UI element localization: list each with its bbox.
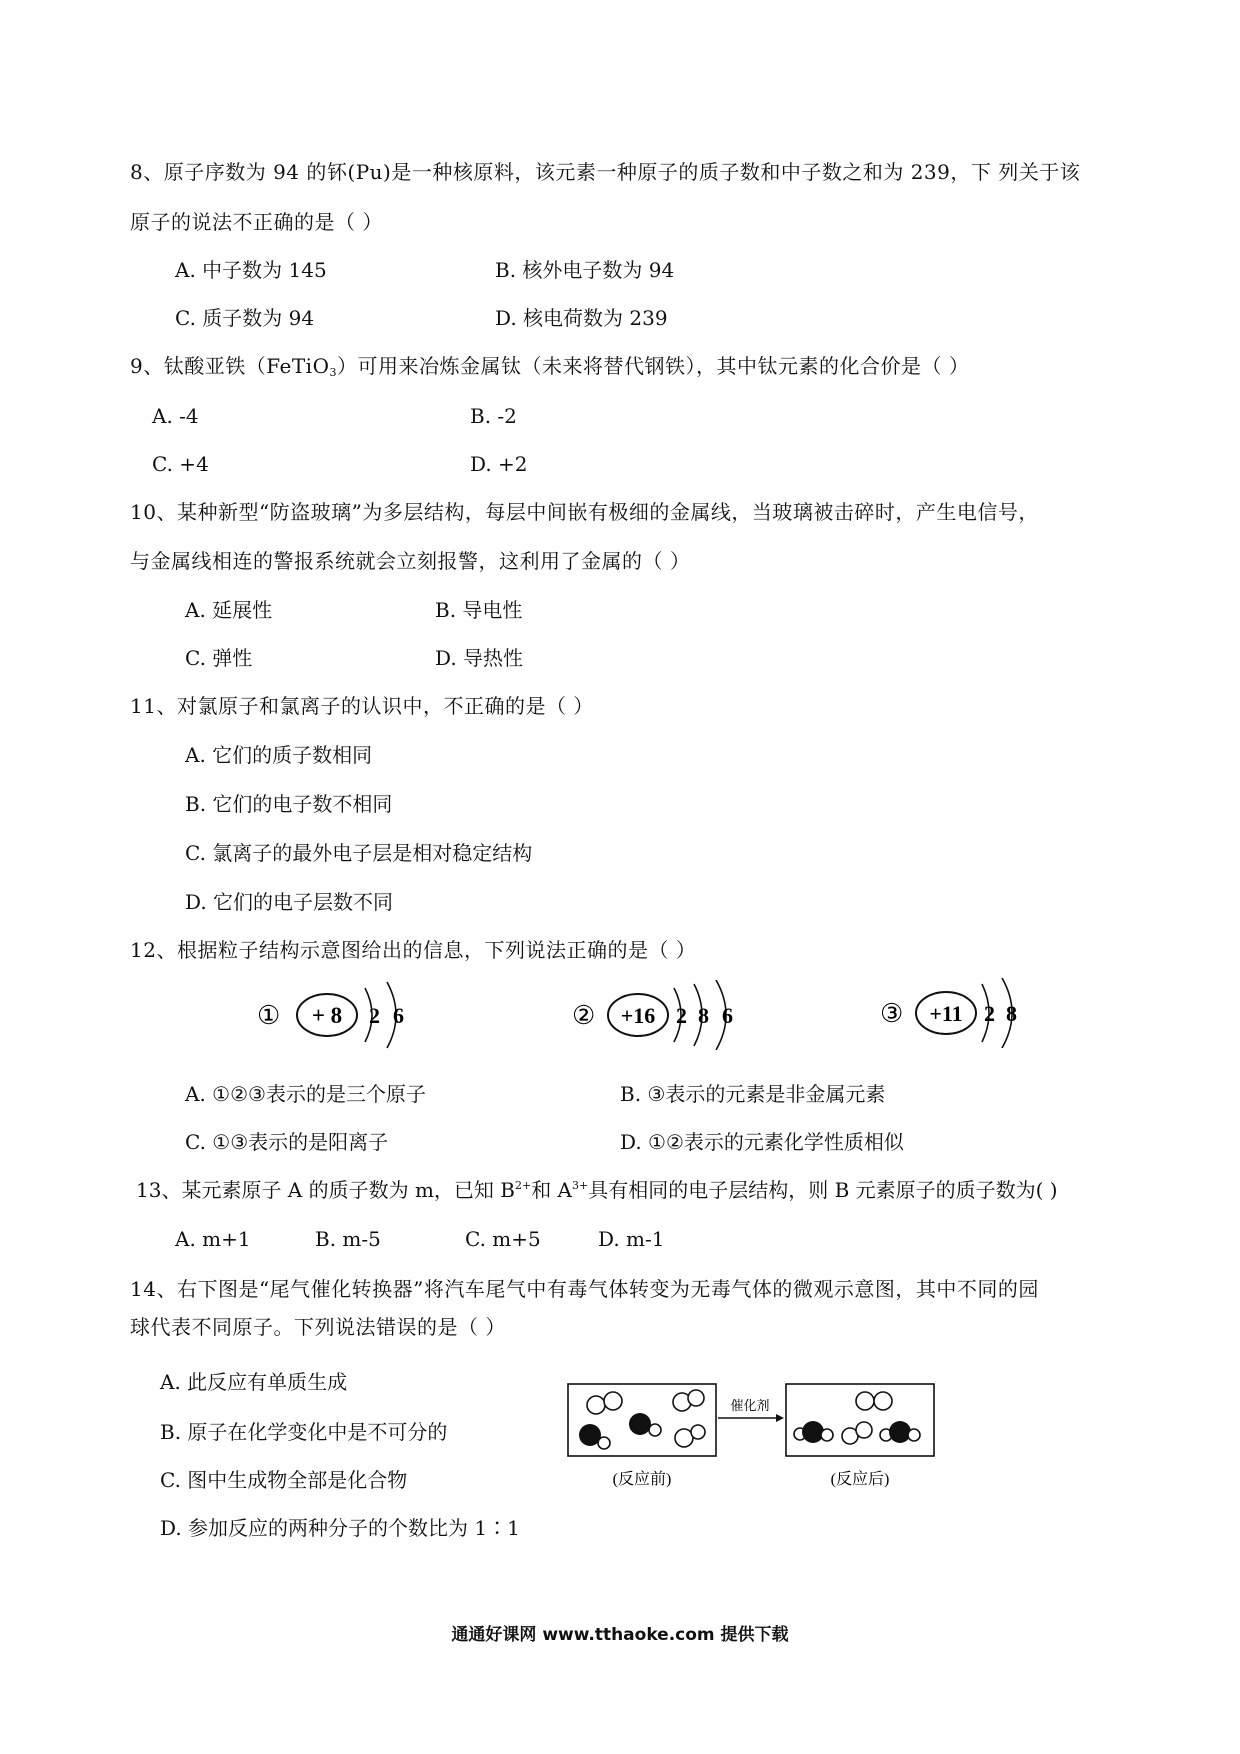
after-caption: (反应后) xyxy=(830,1471,890,1488)
q9-option-b: B. -2 xyxy=(470,404,517,428)
q10-option-c: C. 弹性 xyxy=(185,646,253,670)
particle-1-label: ① xyxy=(257,1001,281,1030)
q13-stem-part3: 具有相同的电子层结构，则 B 元素原子的质子数为( ) xyxy=(588,1178,1058,1202)
particle-3-shell-2: 8 xyxy=(1006,1001,1017,1026)
q13-stem-sup1: 2+ xyxy=(514,1179,532,1192)
q8-stem-line2: 原子的说法不正确的是（ ） xyxy=(130,210,383,234)
before-white-atom xyxy=(587,1396,605,1414)
particle-1-nucleus: + 8 xyxy=(311,1003,343,1028)
particle-3-shell-1: 2 xyxy=(984,1001,995,1026)
q8-option-b: B. 核外电子数为 94 xyxy=(495,258,675,282)
q13-option-c: C. m+5 xyxy=(465,1227,541,1251)
q13-option-d: D. m-1 xyxy=(598,1227,665,1251)
q13-stem-part1: 13、某元素原子 A 的质子数为 m，已知 B xyxy=(136,1178,515,1202)
before-small-atom xyxy=(598,1437,610,1449)
particle-2-shell-3: 6 xyxy=(722,1003,733,1028)
particle-diagram-2 xyxy=(570,980,760,1050)
q13-stem-sup2: 3+ xyxy=(572,1179,589,1192)
q9-stem-sub: 3 xyxy=(329,366,337,379)
q14-option-d: D. 参加反应的两种分子的个数比为 1∶1 xyxy=(160,1516,520,1540)
q11-option-a: A. 它们的质子数相同 xyxy=(185,743,373,767)
reaction-diagram xyxy=(560,1380,940,1495)
q9-stem-post: ）可用来冶炼金属钛（未来将替代钢铁），其中钛元素的化合价是（ ） xyxy=(336,354,970,378)
particle-2-shell-2: 8 xyxy=(698,1003,709,1028)
before-white-atom xyxy=(691,1425,705,1439)
q12-option-c: C. ①③表示的是阳离子 xyxy=(185,1130,389,1154)
q12-stem: 12、根据粒子结构示意图给出的信息，下列说法正确的是（ ） xyxy=(130,938,697,962)
q12-option-a: A. ①②③表示的是三个原子 xyxy=(185,1082,426,1106)
q10-option-a: A. 延展性 xyxy=(185,598,273,622)
q11-option-b: B. 它们的电子数不相同 xyxy=(185,792,393,816)
after-black-atom xyxy=(889,1421,911,1443)
particle-3-label: ③ xyxy=(880,999,904,1028)
q9-option-a: A. -4 xyxy=(152,404,199,428)
particle-2-nucleus: +16 xyxy=(620,1003,656,1028)
q12-option-b: B. ③表示的元素是非金属元素 xyxy=(620,1082,886,1106)
particle-2-shell-1: 2 xyxy=(676,1003,687,1028)
q8-option-c: C. 质子数为 94 xyxy=(175,306,315,330)
q13-option-b: B. m-5 xyxy=(315,1227,381,1251)
after-white-atom xyxy=(874,1392,892,1410)
q14-stem-line1: 14、右下图是“尾气催化转换器”将汽车尾气中有毒气体转变为无毒气体的微观示意图，其中不同的园 xyxy=(130,1277,1039,1301)
q10-option-b: B. 导电性 xyxy=(435,598,523,622)
q13-option-a: A. m+1 xyxy=(175,1227,251,1251)
q13-stem-part2: 和 A xyxy=(531,1178,573,1202)
q14-option-b: B. 原子在化学变化中是不可分的 xyxy=(160,1420,448,1444)
after-white-atom xyxy=(856,1392,874,1410)
before-black-atom xyxy=(629,1413,651,1435)
particle-3-nucleus: +11 xyxy=(929,1001,963,1026)
q11-stem: 11、对氯原子和氯离子的认识中，不正确的是（ ） xyxy=(130,694,594,718)
q11-option-d: D. 它们的电子层数不同 xyxy=(185,890,394,914)
before-white-atom xyxy=(688,1390,704,1406)
particle-diagram-1 xyxy=(255,980,425,1050)
particle-2-label: ② xyxy=(572,1001,596,1030)
particle-1-shell-2: 6 xyxy=(393,1003,404,1028)
after-white-atom xyxy=(856,1422,872,1438)
q12-option-d: D. ①②表示的元素化学性质相似 xyxy=(620,1130,904,1154)
after-small-atom xyxy=(821,1429,833,1441)
q10-stem-line1: 10、某种新型“防盗玻璃”为多层结构，每层中间嵌有极细的金属线，当玻璃被击碎时，产生电信号， xyxy=(130,500,1039,524)
q11-option-c: C. 氯离子的最外电子层是相对稳定结构 xyxy=(185,841,533,865)
q8-option-a: A. 中子数为 145 xyxy=(175,258,327,282)
before-white-atom xyxy=(604,1392,622,1410)
q9-stem-pre: 9、钛酸亚铁（FeTiO xyxy=(130,354,330,378)
before-caption: (反应前) xyxy=(612,1471,672,1488)
after-black-atom xyxy=(802,1421,824,1443)
particle-1-shell-1: 2 xyxy=(369,1003,380,1028)
q14-option-c: C. 图中生成物全部是化合物 xyxy=(160,1468,408,1492)
q9-option-d: D. +2 xyxy=(470,452,528,476)
q9-option-c: C. +4 xyxy=(152,452,209,476)
q14-option-a: A. 此反应有单质生成 xyxy=(160,1370,348,1394)
particle-diagram-3 xyxy=(878,978,1038,1048)
page-footer: 通通好课网 www.tthaoke.com 提供下载 xyxy=(451,1625,789,1645)
before-small-atom xyxy=(649,1424,661,1436)
q14-stem-line2: 球代表不同原子。下列说法错误的是（ ） xyxy=(130,1315,506,1339)
q10-option-d: D. 导热性 xyxy=(435,646,524,670)
q13-stem xyxy=(136,1178,1058,1202)
q8-stem-line1: 8、原子序数为 94 的钚(Pu)是一种核原料，该元素一种原子的质子数和中子数之和为 239，下 列关于该 xyxy=(130,160,1081,184)
catalyst-label: 催化剂 xyxy=(730,1398,770,1413)
q9-stem xyxy=(130,354,969,378)
arrow-head xyxy=(776,1414,784,1422)
after-small-atom xyxy=(908,1429,920,1441)
q10-stem-line2: 与金属线相连的警报系统就会立刻报警，这利用了金属的（ ） xyxy=(130,549,691,573)
q8-option-d: D. 核电荷数为 239 xyxy=(495,306,668,330)
